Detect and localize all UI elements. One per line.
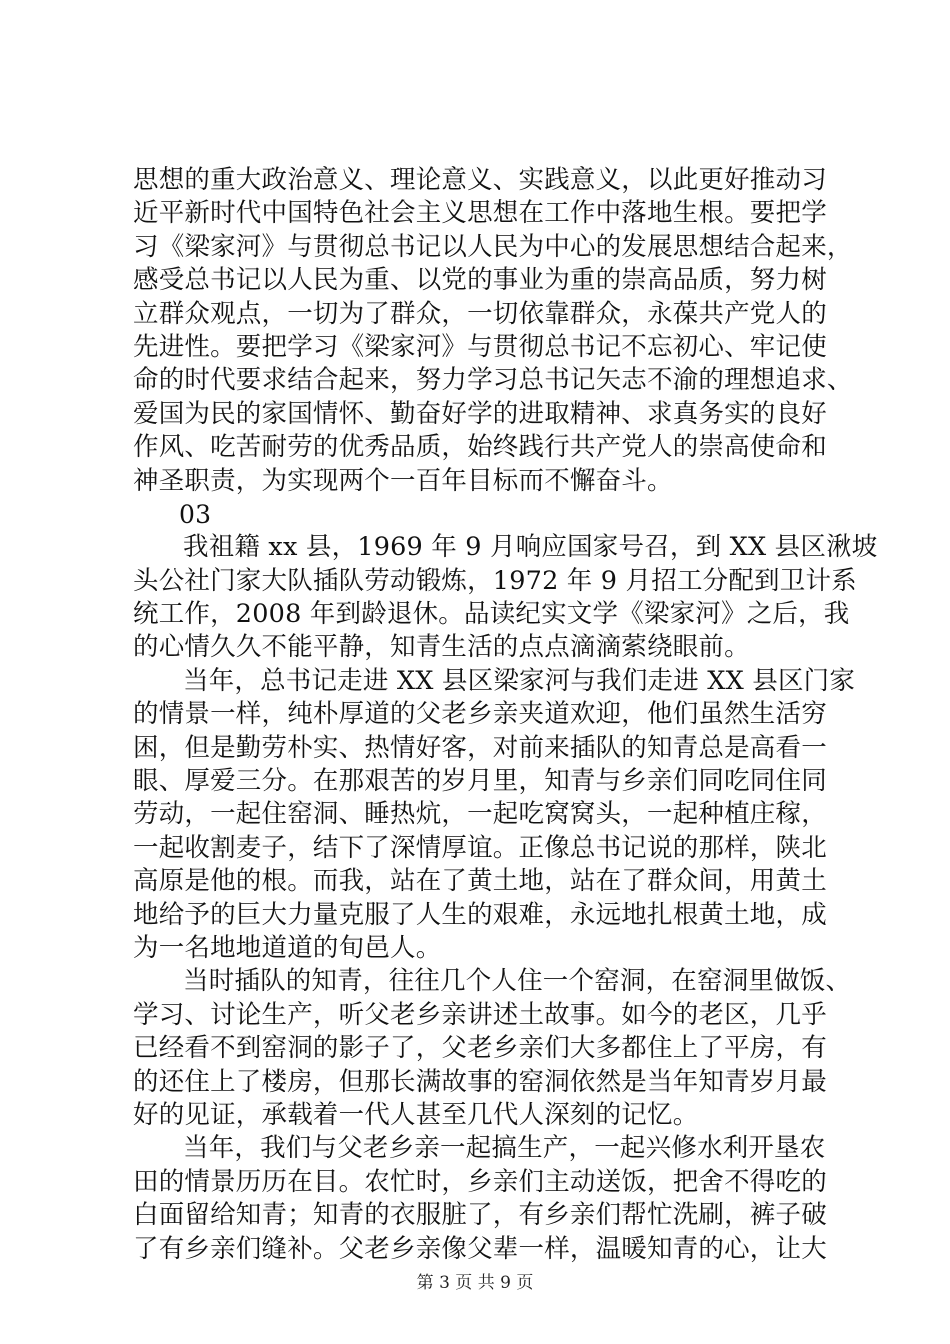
body-line: 了有乡亲们缝补。父老乡亲像父辈一样，温暖知青的心，让大 (133, 1233, 827, 1264)
body-line: 爱国为民的家国情怀、勤奋好学的进取精神、求真务实的良好 (133, 398, 827, 429)
body-line: 田的情景历历在目。农忙时，乡亲们主动送饭，把舍不得吃的 (133, 1166, 827, 1197)
body-line: 作风、吃苦耐劳的优秀品质，始终践行共产党人的崇高使命和 (133, 432, 827, 463)
body-line: 的心情久久不能平静，知青生活的点点滴滴萦绕眼前。 (133, 632, 750, 663)
body-line: 近平新时代中国特色社会主义思想在工作中落地生根。要把学 (133, 198, 827, 229)
body-line: 的还住上了楼房，但那长满故事的窑洞依然是当年知青岁月最 (133, 1066, 827, 1097)
body-line: 好的见证，承载着一代人甚至几代人深刻的记忆。 (133, 1099, 699, 1130)
body-line: 地给予的巨大力量克服了人生的艰难，永远地扎根黄土地，成 (133, 899, 827, 930)
paragraph-start-line: 我祖籍 xx 县，1969 年 9 月响应国家号召，到 XX 县区湫坡 (183, 532, 878, 563)
body-line: 思想的重大政治意义、理论意义、实践意义，以此更好推动习 (133, 165, 827, 195)
body-line: 头公社门家大队插队劳动锻炼，1972 年 9 月招工分配到卫计系 (133, 565, 857, 596)
section-number: 03 (179, 499, 212, 529)
body-line: 白面留给知青；知青的衣服脏了，有乡亲们帮忙洗刷，裤子破 (133, 1200, 827, 1231)
body-line: 感受总书记以人民为重、以党的事业为重的崇高品质，努力树 (133, 265, 827, 296)
page-footer: 第 3 页 共 9 页 (416, 1273, 534, 1293)
body-line: 学习、讨论生产，听父老乡亲讲述土故事。如今的老区，几乎 (133, 999, 827, 1030)
body-line: 神圣职责，为实现两个一百年目标而不懈奋斗。 (133, 465, 673, 496)
body-line: 立群众观点，一切为了群众，一切依靠群众，永葆共产党人的 (133, 298, 827, 329)
paragraph-start-line: 当时插队的知青，往往几个人住一个窑洞，在窑洞里做饭、 (183, 966, 852, 997)
body-line: 先进性。要把学习《梁家河》与贯彻总书记不忘初心、牢记使 (133, 331, 827, 362)
body-line: 为一名地地道道的旬邑人。 (133, 932, 442, 963)
document-body (133, 164, 878, 1266)
body-line: 统工作，2008 年到龄退休。品读纪实文学《梁家河》之后，我 (133, 599, 850, 630)
body-line: 的情景一样，纯朴厚道的父老乡亲夹道欢迎，他们虽然生活穷 (133, 699, 827, 730)
body-line: 困，但是勤劳朴实、热情好客，对前来插队的知青总是高看一 (133, 732, 827, 763)
paragraph-start-line: 当年，总书记走进 XX 县区梁家河与我们走进 XX 县区门家 (183, 665, 856, 696)
body-line: 劳动，一起住窑洞、睡热炕，一起吃窝窝头，一起种植庄稼， (133, 799, 827, 830)
body-line: 已经看不到窑洞的影子了，父老乡亲们大多都住上了平房，有 (133, 1033, 827, 1064)
body-line: 命的时代要求结合起来，努力学习总书记矢志不渝的理想追求、 (133, 365, 853, 396)
paragraph-start-line: 当年，我们与父老乡亲一起搞生产，一起兴修水利开垦农 (183, 1133, 826, 1164)
body-line: 眼、厚爱三分。在那艰苦的岁月里，知青与乡亲们同吃同住同 (133, 766, 827, 797)
body-line: 高原是他的根。而我，站在了黄土地，站在了群众间，用黄土 (133, 866, 827, 897)
body-line: 习《梁家河》与贯彻总书记以人民为中心的发展思想结合起来， (133, 231, 853, 262)
body-line: 一起收割麦子，结下了深情厚谊。正像总书记说的那样，陕北 (133, 832, 827, 863)
